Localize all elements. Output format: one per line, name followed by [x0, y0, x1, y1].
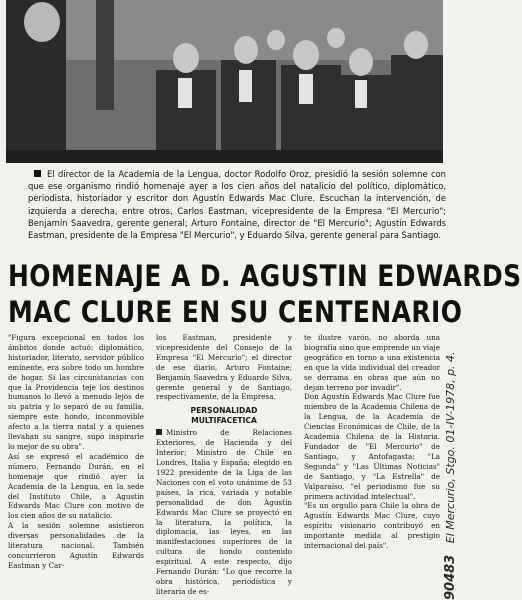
photo-caption: [28, 168, 446, 241]
headline-line-1: HOMENAJE A D. AGUSTIN EDWARDS: [8, 259, 522, 293]
paragraph: los Eastman, presidente y vicepresidente del Consejo de la Empresa "El Mercurio"; el director de ese diario, Arturo Fontaine; Benjamín Saavedra y Eduardo Silva, gerente general y de Santiago, respectivamente, de la Empresa.: [156, 333, 292, 402]
paragraph: Así se expresó el académico de número, Fernando Durán, en el homenaje que rindió ayer la Academia de la Lengua, en la sede del Instituto Chile, a Agustín Edwards Mac Clure con motivo de los cien años de su natalicio.: [8, 451, 144, 521]
article-column-2: [156, 333, 292, 600]
article-column-1: [8, 333, 144, 600]
caption-bullet-icon: [34, 170, 41, 177]
photograph-icon: [6, 0, 443, 163]
paragraph: "Figura excepcional en todos los ámbitos donde actuó: diplomático, historiador, literato, servidor público eminente, era sobre todo un hombre de hogar. Si las circunstancias con que la Providencia teje los destinos humanos lo llevó a menudo lejos de su patria y lo separó de su familia, siempre este hondo, inconmovible afecto a la tierra natal y a quienes llevaban su sangre, supo inspirarle lo mejor de su obra".: [8, 333, 144, 451]
caption-text: El director de la Academia de la Lengua, doctor Rodolfo Oroz, presidió la sesión solemne con que ese organismo rindió homenaje ayer a los cien años del natalicio del político, diplomático, periodista, historiador y escritor don Agustín Edwards Mac Clure. Escuchan la intervención, de izquierda a derecha, entre otros, Carlos Eastman, vicepresidente de la Empresa "El Mercurio"; Benjamín Saavedra, gerente general; Arturo Fontaine, director de "El Mercurio"; Agustín Edwards Eastman, presidente de la Empresa "El Mercurio", y Eduardo Silva, gerente general para Santiago.: [28, 169, 446, 241]
news-photograph: [6, 0, 443, 163]
paragraph: "Es un orgullo para Chile la obra de Agustín Edwards Mac Clure, cuyo espíritu visionario contribuyó en importante medida al prestigio internacional del país".: [304, 501, 440, 551]
subheading: [156, 406, 292, 426]
article-body: [8, 333, 440, 600]
paragraph: te ilustre varón, no aborda una biografía sino que emprende un viaje geográfico en torno a una existencia en que la vida individual del creador se derrama en obras que aún no dejan terreno por invadir".: [304, 333, 440, 392]
headline-line-2: MAC CLURE EN SU CENTENARIO: [8, 295, 463, 329]
paragraph-bullet-icon: [156, 429, 162, 435]
archive-source: El Mercurio, Stgo. 01-IV-1978, p. 4.: [444, 351, 457, 544]
headline: [8, 258, 522, 330]
paragraph: [156, 428, 292, 596]
paragraph: A la sesión solemne asistieron diversas personalidades de la literatura nacional. También concurrieron Agustín Edwards Eastman y Car-: [8, 521, 144, 570]
article-column-3: [304, 333, 440, 600]
paragraph: Don Agustín Edwards Mac Clure fue miembro de la Academia Chilena de la Lengua, de la Academia de Ciencias Económicas de Chile, de la Academia Chilena de la Historia. Fundador de "El Mercurio" de Santiago, y Antofagasta; "La Segunda" y "Las Últimas Noticias" de Santiago, y "La Estrella" de Valparaíso, "el periodismo fue su primera actividad intelectual".: [304, 392, 440, 501]
subheading-line-2: MULTIFACETICA: [191, 416, 257, 426]
archive-stamp: [443, 260, 465, 600]
subheading-line-1: PERSONALIDAD: [190, 406, 258, 416]
archive-number: 90483: [443, 554, 458, 600]
paragraph-text: Ministro de Relaciones Exteriores, de Hacienda y del Interior; Ministro de Chile en Londres, Italia y España; elegido en 1922 presidente de la Liga de las Naciones con el voto unánime de 53 países, la rica, variada y notable personalidad de don Agustín Edwards Mac Clure se proyectó en la literatura, la política, la diplomacia, las leyes, en las manifestaciones superiores de la cultura de hondo contenido espiritual. A este respecto, dijo Fernando Durán: "Lo que recorre la obra histórica, periodística y literaria de es-: [156, 428, 292, 596]
